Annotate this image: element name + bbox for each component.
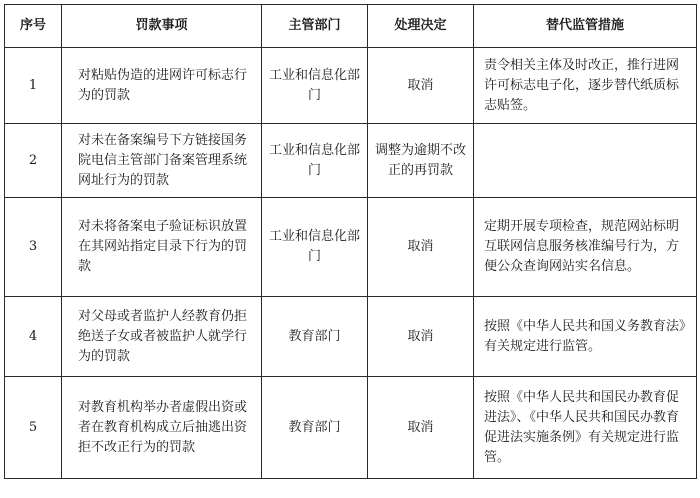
- decision: 取消: [368, 377, 474, 479]
- department: 教育部门: [262, 377, 368, 479]
- decision: 取消: [368, 198, 474, 297]
- penalty-item: 对粘贴伪造的进网许可标志行为的罚款: [62, 48, 262, 124]
- decision: 调整为逾期不改正的再罚款: [368, 124, 474, 198]
- penalty-table: [4, 4, 697, 479]
- table-row: [5, 48, 697, 124]
- penalty-item: 对未将备案电子验证标识放置在其网站指定目录下行为的罚款: [62, 198, 262, 297]
- row-number: 2: [5, 124, 62, 198]
- alternative-measure: 定期开展专项检查，规范网站标明互联网信息服务核准编号行为，方便公众查询网站实名信息。: [474, 198, 697, 297]
- penalty-item: 对教育机构举办者虚假出资或者在教育机构成立后抽逃出资拒不改正行为的罚款: [62, 377, 262, 479]
- table-header: [5, 5, 697, 48]
- row-number: 4: [5, 297, 62, 377]
- table-row: [5, 377, 697, 479]
- penalty-item: 对未在备案编号下方链接国务院电信主管部门备案管理系统网址行为的罚款: [62, 124, 262, 198]
- header-number: 序号: [5, 5, 62, 48]
- row-number: 1: [5, 48, 62, 124]
- table-row: [5, 124, 697, 198]
- table-body: [5, 48, 697, 479]
- alternative-measure: 按照《中华人民共和国民办教育促进法》、《中华人民共和国民办教育促进法实施条例》有关规定进行监管。: [474, 377, 697, 479]
- header-penalty-item: 罚款事项: [62, 5, 262, 48]
- alternative-measure: 责令相关主体及时改正，推行进网许可标志电子化，逐步替代纸质标志贴签。: [474, 48, 697, 124]
- decision: 取消: [368, 48, 474, 124]
- header-alternative-measure: 替代监管措施: [474, 5, 697, 48]
- department: 教育部门: [262, 297, 368, 377]
- header-department: 主管部门: [262, 5, 368, 48]
- department: 工业和信息化部门: [262, 48, 368, 124]
- department: 工业和信息化部门: [262, 198, 368, 297]
- table-row: [5, 297, 697, 377]
- decision: 取消: [368, 297, 474, 377]
- penalty-item: 对父母或者监护人经教育仍拒绝送子女或者被监护人就学行为的罚款: [62, 297, 262, 377]
- table-row: [5, 198, 697, 297]
- department: 工业和信息化部门: [262, 124, 368, 198]
- header-decision: 处理决定: [368, 5, 474, 48]
- row-number: 5: [5, 377, 62, 479]
- row-number: 3: [5, 198, 62, 297]
- alternative-measure: 按照《中华人民共和国义务教育法》有关规定进行监管。: [474, 297, 697, 377]
- alternative-measure: [474, 124, 697, 198]
- header-row: [5, 5, 697, 48]
